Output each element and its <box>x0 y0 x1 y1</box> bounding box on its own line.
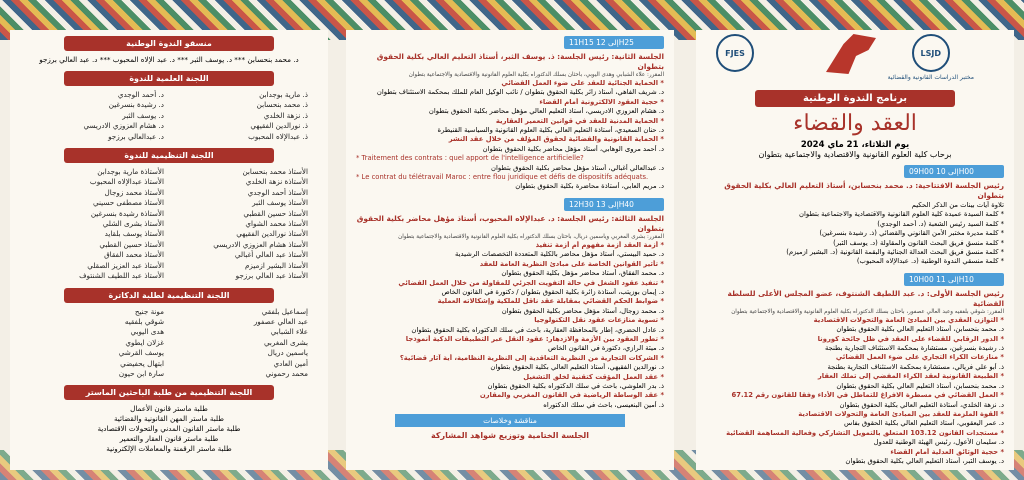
agenda-item: * كلمة منسق فريق البحث القانون والمقاولة (د. يوسف الثبر) <box>833 238 1004 247</box>
member-name: الأستاذ مصطفى حسيني <box>92 198 164 208</box>
sessions-panel <box>346 30 674 470</box>
talk-title: * منازعات الكراء التجاري على ضوء العمل القضائي <box>835 353 1004 362</box>
phd-col-2 <box>30 307 164 380</box>
talk-speaker: د. ميثة الرازي، دكتورة في القانون الخاص <box>547 344 664 353</box>
sci-col-1 <box>174 90 308 142</box>
opening-session-items <box>696 201 1014 267</box>
agenda-item: * كلمة السيدة عميدة كلية العلوم القانونية والاقتصادية والاجتماعية بتطوان <box>799 210 1004 219</box>
member-name: د. هشام العزوزي الادريسي <box>83 121 164 131</box>
morocco-map-icon <box>826 34 876 74</box>
talk-speaker: ذ. بدر العلوشي، باحث في سلك الدكتوراه بكلية الحقوق بتطوان <box>487 381 664 390</box>
member-name: الأستاذ محمد الفقاق <box>104 250 164 260</box>
member-name: الأستاذ محمد بنحسابن <box>242 167 308 177</box>
talk-title: * أزمة العقد أزمة مفهوم أم أزمة تنفيذ <box>535 240 664 249</box>
talk-title: * القوة الملزمة للعقد بين المبادئ العامة والتحولات الاقتصادية <box>798 409 1004 418</box>
member-name: الأستاذ يوسف الثبر <box>252 198 308 208</box>
member-name: الأستاذ البشير ازميزم <box>244 260 308 270</box>
closing-session: الجلسة الختامية وتوزيع شواهد المشاركة <box>431 431 589 441</box>
talk-title: * العمل القضائي في مسطرة الافراغ للتماطل في الأداء وفقا للقانون رقم 67.12 <box>731 391 1004 400</box>
talk-speaker: ذ. أبو علي فريالي، مستشارة بمحكمة الاستئناف التجارية بطنجة <box>827 362 1004 371</box>
coordinators-list: د. محمد بنحسابن *** د. يوسف الثبر *** د. عبد الإلاه المحبوب *** د. عبد العالي برزجو <box>39 55 299 64</box>
session-2-talks <box>346 79 674 192</box>
talk-title-fr: * Traitement des contrats : quel apport de l'intelligence artificielle? <box>356 154 584 163</box>
member-name: الأستاذ عبد العزيز الصقلي <box>87 260 164 270</box>
lsjd-logo: LSJD مختبر الدراسات القانونية والقضائية <box>888 34 974 81</box>
talk-speaker: د. أحمد مروى الوهابي، أستاذ مؤهل محاضر بكلية الحقوق بتطوان <box>482 144 664 153</box>
talk-speaker: د. سليمان الأعول، رئيس الهيئة الوطنية للعدول <box>873 438 1004 447</box>
master-group: طلبة ماستر قانون العقار والتعمير <box>119 434 219 444</box>
first-session-talks <box>696 316 1014 467</box>
session-first-time: 10H00 إلى 11H10 <box>904 273 1004 286</box>
member-name: الأستاذ محمد زوجال <box>104 187 164 197</box>
member-name: ذ. محمد بنحسابن <box>256 100 308 110</box>
organizing-committee-header: اللجنة التنظيمية للندوة <box>64 148 274 163</box>
first-session-title: رئيس الجلسة الأولى: د. عبد اللطيف الشنتوف، عضو المجلس الأعلى للسلطة القضائية <box>727 288 1004 308</box>
member-name: الأستاذة مارية بوجدابن <box>97 167 164 177</box>
master-group: طلبة ماستر المهن القانونية والقضائية <box>113 414 225 424</box>
talk-speaker: د. مريم العابي، أستاذة محاضرة بكلية الحقوق بتطوان <box>515 182 664 191</box>
event-date: يوم الثلاثاء، 21 ماي 2024 <box>800 140 910 150</box>
first-session-rapporteur: المقرر: شوقي بلفقيه وعبد العالي عصفور، باحثان بسلك الدكتوراه بكلية العلوم القانونية والاقتصادية والاجتماعية بتطوان <box>731 308 1004 315</box>
member-name: أمين العادي <box>273 358 308 368</box>
session-3-time: 12H30 إلى 13H40 <box>564 198 664 211</box>
member-name: الأستاذ هشام العزوزي الادريسي <box>213 239 308 249</box>
member-name: الأستاذ أحمد الوجدي <box>247 187 308 197</box>
session-2-time: 11H15 إلى 12H25 <box>564 36 664 49</box>
member-name: محمد رحموني <box>265 368 308 378</box>
master-group: طلبة ماستر الرقمنة والمعاملات الإلكترونية <box>106 444 232 454</box>
talk-speaker: د. محمد بنحسابن، أستاذ التعليم العالي بكلية الحقوق بتطوان <box>836 381 1004 390</box>
member-name: الأستاذ عبد اللطيف الشنتوف <box>79 271 164 281</box>
member-name: مونة جنيح <box>134 306 164 316</box>
agenda-item: * كلمة منسق فريق البحث العدالة الجنائية والبقمة القانونية (د. البشير ازميزم) <box>786 248 1004 257</box>
event-venue: برحاب كلية العلوم القانونية والاقتصادية والاجتماعية بتطوان <box>758 150 952 159</box>
talk-title: * ضوابط الحكم القضائي بمقابلة عقد ناقل للملكية وإشكالاته العملية <box>437 297 664 306</box>
org-col-2 <box>30 167 164 281</box>
talk-speaker: د. نورالدين الفقيهي، أستاذ التعليم العالي بكلية الحقوق بتطوان <box>490 363 664 372</box>
opening-session-title: رئيس الجلسة الافتتاحية: د. محمد بنحسابن، أستاذ التعليم العالي بكلية الحقوق بتطوان <box>724 181 1004 200</box>
agenda-item: * كلمة مديرة مختبر الأمن القانوني والقضائي (ذ. رشيدة بنسرغين) <box>819 229 1004 238</box>
agenda-item: تلاوة آيات بينات من الذكر الحكيم <box>911 201 1004 209</box>
talk-title: * التوازن العقدي بين المبادئ العامة والتحولات الاقتصادية <box>813 315 1004 324</box>
symposium-title: العقد والقضاء <box>793 111 917 136</box>
member-name: ذ. نزهة الخلدي <box>263 110 308 120</box>
talk-title: * تأثير القوانين الخاصة على مبادئ النظرية العامة للعقد <box>479 259 664 268</box>
session-3-talks <box>346 241 674 410</box>
talk-speaker: ذ. رشيدة بنسرغين، مستشارة بمحكمة الاستئناف التجارية بطنجة <box>824 344 1004 353</box>
talk-speaker: د. حميد البيستي، أستاذ مؤهل محاضر بالكلية المتعددة التخصصات الرشيدية <box>455 250 664 259</box>
scientific-committee-list <box>10 90 328 142</box>
talk-speaker: د. حنان السعيدي، أستاذة التعليم العالي بكلية العلوم القانونية والسياسية القنيطرة <box>437 126 664 135</box>
talk-title: * تطور العقود بين الأزمة والازدهار: عقود النقل عبر التطبيقات الذكية أنموذجا <box>405 334 664 343</box>
talk-speaker: د. شريف الفاهي، أستاذ زائر بكلية الحقوق بتطوان / نائب الوكيل العام للملك بمحكمة الاستئناف بتطوان <box>376 88 664 97</box>
master-committee-header: اللجنة التنظيمية من طلبة الباحثين الماستر <box>64 385 274 400</box>
member-name: د. أحمد الوجدي <box>117 90 164 99</box>
sci-col-2 <box>30 90 164 142</box>
member-name: يوسف القرشي <box>118 348 164 358</box>
master-group: طلبة ماستر القانون المدني والتحولات الاقتصادية <box>97 424 241 434</box>
talk-speaker: د. نزهة الخلدي، أستاذة التعليم العالي بكلية الحقوق بتطوان <box>839 400 1004 409</box>
talk-title: * تنفيذ عقود الشغل في حالة التفويت الجزئي للمقاولة من خلال العمل القضائي <box>398 278 664 287</box>
talk-title: * الحماية المدنية للعقد في قوانين التعمير العقارية <box>495 116 664 125</box>
talk-title: * حجية العقود الالكترونية أمام القضاء <box>539 97 664 106</box>
member-name: بشرى المغربي <box>263 337 308 347</box>
member-name: د. رشيدة بنسرغين <box>108 100 164 110</box>
talk-speaker: د. إيمان بوزيتب، أستاذة زائرة بكلية الحقوق بتطوان / دكتورة في القانون الخاص <box>441 287 664 296</box>
coordinators-header: منسقو الندوة الوطنية <box>64 36 274 51</box>
talk-speaker: د. عبدالعالي أغبالي، أستاذ مؤهل محاضر بكلية الحقوق بتطوان <box>491 163 664 172</box>
master-group: طلبة ماستر قانون الأعمال <box>130 404 208 414</box>
member-name: الأستاذ عبد العالي أغبالي <box>234 250 308 260</box>
scientific-committee-header: اللجنة العلمية للندوة <box>64 71 274 86</box>
talk-speaker: د. محمد الفقاق، أستاذ محاضر مؤهل بكلية الحقوق بتطوان <box>501 269 664 278</box>
member-name: الأستاذ عبدالإلاه المحبوب <box>89 177 164 187</box>
organizing-committee-list <box>10 167 328 281</box>
member-name: د. يوسف الثبر <box>122 110 164 120</box>
session-3-title: الجلسة الثالثة: رئيس الجلسة: د. عبدالإلاه المحبوب، أستاذ مؤهل محاضر بكلية الحقوق بتطوان <box>356 213 664 233</box>
talk-speaker: د. محمد زوجال، أستاذ مؤهل محاضر بكلية الحقوق بتطوان <box>501 306 664 315</box>
talk-title: * عقد الوساطة الرياضية في القانون المغربي والمقارن <box>479 391 664 400</box>
member-name: علاء الشبابي <box>270 327 308 337</box>
member-name: الأستاذ عبد العالي برزجو <box>235 271 308 281</box>
member-name: ذ. مارية بوجدابن <box>259 90 308 99</box>
member-name: الأستاذ بشرى الشلي <box>102 219 164 229</box>
agenda-item: * كلمة منسقي الندوة الوطنية (د. عبدالإلاه المحبوب) <box>856 257 1004 266</box>
member-name: الأستاذ محمد الشواي <box>245 219 308 229</box>
talk-speaker: د. هشام العزوزي الادريسي، أستاذ التعليم العالي مؤهل محاضر بكلية الحقوق بتطوان <box>428 107 664 116</box>
phd-committee-list <box>10 307 328 380</box>
member-name: الأستاذ يوسف بلقايد <box>104 229 164 239</box>
fjes-logo: FJES <box>716 34 754 74</box>
session-3-rapporteur: المقرر: بشرى المغربي وياسمين دريال، باحثان بسلك الدكتوراه بكلية العلوم القانونية والاقتصادية والاجتماعية بتطوان <box>398 233 664 240</box>
phd-committee-header: اللجنة التنظيمية لطلبة الدكاترة <box>64 288 274 303</box>
talk-title: * الطبيعة القانونية لعقد الكراء المفضي إلى تملك العقار <box>817 372 1004 381</box>
talk-title: * عقد العمل المؤقت كتقنية لخلق التشغيل <box>523 372 664 381</box>
master-committee-list <box>10 404 328 454</box>
talk-title: * الحماية القانونية والقضائية لحقوق المؤلف من خلال عقد النشر <box>448 135 664 144</box>
member-name: د. عبدالعالي برزجو <box>108 131 164 141</box>
talk-title: * الشركات التجارية من النظرية التعاقدية إلى النظرية النظامية، أية آثار قضائية؟ <box>399 353 664 362</box>
talk-title: * الحماية الجنائية للعقد على ضوء العمل القضائي <box>501 79 664 87</box>
member-name: الأستاذ نورالدين الفقيهي <box>236 229 308 239</box>
member-name: ياسمين دريال <box>267 348 308 358</box>
session-2-rapporteur: المقرر: علاء الشبابي وهدى اليوبي، باحثان بسلك الدكتوراه بكلية العلوم القانونية والاقتصادية والاجتماعية بتطوان <box>408 72 664 78</box>
member-name: الأستاذ حسين القطبي <box>243 208 308 218</box>
cover-panel <box>696 30 1014 470</box>
talk-title-fr: * Le contrat du télétravail Maroc : entre flou juridique et défis de dispositifs adéquats. <box>356 173 649 182</box>
session-2-title: الجلسة الثانية: رئيس الجلسة: ذ. يوسف الثبر، أستاذ التعليم العالي بكلية الحقوق بتطوان <box>376 52 664 71</box>
org-col-1 <box>174 167 308 281</box>
talk-speaker: ذ. أمين البنعيسى، باحث في سلك الدكتوراه <box>543 400 664 409</box>
member-name: ذ. نورالدين الفقيهي <box>250 121 308 131</box>
member-name: هدى اليوبي <box>130 327 164 337</box>
talk-speaker: د. عمر اليعقوبي، أستاذ التعليم العالي بكلية الحقوق بفاس <box>844 419 1004 428</box>
discussion-bar: مناقشة وخلاصات <box>395 414 625 427</box>
talk-title: * حجية الوثائق العدلية أمام القضاء <box>890 447 1004 456</box>
logos-row <box>696 30 1014 90</box>
member-name: سارة ابن حيون <box>118 368 164 378</box>
talk-speaker: د. يوسف الثبر، أستاذ التعليم العالي بكلية الحقوق بتطوان <box>845 456 1004 465</box>
talk-title: * مستجدات القانون 103.12 المتعلق بالتمويل التشاركي وفعالية المساهمة القضائية <box>726 428 1004 437</box>
talk-title: * الدور الرقابي للقضاء على العقد في ظل جائحة كورونا <box>817 334 1004 343</box>
program-label: برنامج الندوة الوطنية <box>755 90 955 107</box>
member-name: الأستاذ حسين القطبي <box>99 239 164 249</box>
phd-col-1 <box>174 307 308 380</box>
member-name: الأستاذة نزهة الخلدي <box>245 177 308 187</box>
member-name: ذ. عبدالإلاه المحبوب <box>248 131 308 141</box>
member-name: شوقي بلفقيه <box>124 316 164 326</box>
agenda-item: * كلمة السيد رئيس الشعبة (د. أحمد الوجدي) <box>877 219 1004 228</box>
talk-speaker: د. عادل الحضري، إطار بالمحافظة العقارية، باحث في سلك الدكتوراه بكلية الحقوق بتطوان <box>411 325 664 334</box>
talk-title: * تسوية منازعات عقود نقل التكنولوجيا <box>534 316 664 325</box>
member-name: عبد العالي عصفور <box>253 316 308 326</box>
member-name: إسماعيل بلفقي <box>261 306 308 316</box>
talk-speaker: د. محمد بنحسابن، أستاذ التعليم العالي بكلية الحقوق بتطوان <box>836 325 1004 334</box>
session-1-time: 09H00 إلى 10H00 <box>904 165 1004 178</box>
committees-panel <box>10 30 328 470</box>
member-name: غزلان ايطوي <box>125 337 164 347</box>
member-name: الأستاذة رشيدة بنسرغين <box>90 208 164 218</box>
member-name: ابتهال يحفيضي <box>120 358 164 368</box>
